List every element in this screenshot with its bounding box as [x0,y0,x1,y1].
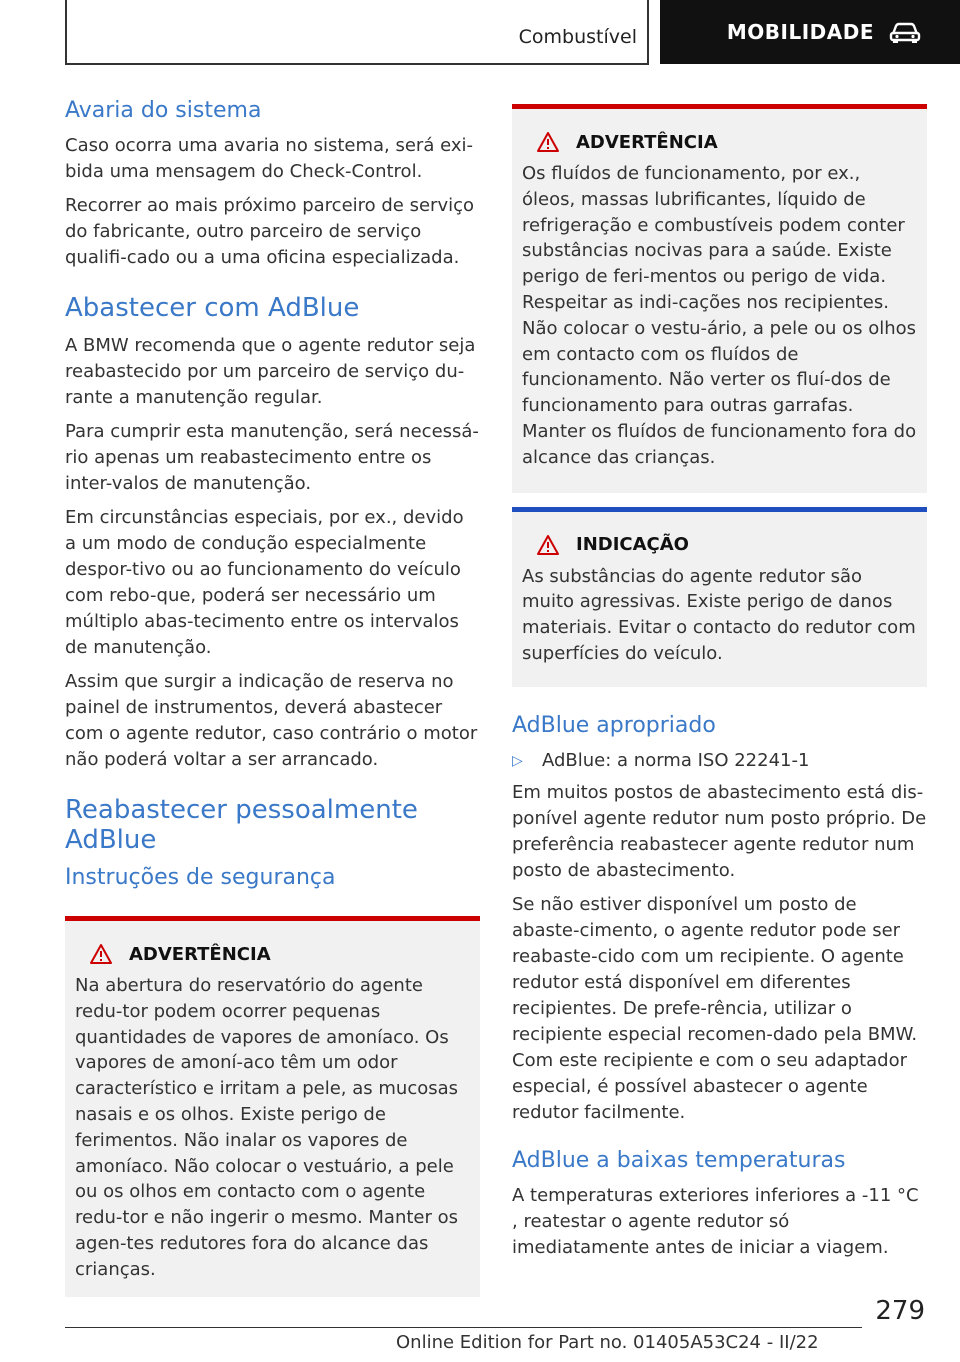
notice-box-title [536,534,917,556]
paragraph: Se não estiver disponível um posto de abaste-cimento, o agente redutor pode ser reabaste-cido com um recipiente. O agente redutor está disponível em diferentes recipientes. De prefe-rência, utilizar o recipiente especial recomen-dado pela BMW. Com este recipiente e com o seu adaptador especial, é possível abastecer o agente redutor facilmente. [512,893,918,1123]
warning-triangle-icon [536,131,560,153]
heading-abastecer: Abastecer com AdBlue [65,293,360,323]
notice-box [512,507,927,687]
heading-baixas: AdBlue a baixas temperaturas [512,1147,846,1173]
warning-triangle-icon [89,943,113,965]
paragraph: Assim que surgir a indicação de reserva no painel de instrumentos, deverá abastecer com o agente redutor, caso contrário o motor não poderá voltar a ser arrancado. [65,671,478,770]
header-right-rule [647,0,649,64]
notice-label: INDICAÇÃO [576,534,689,556]
warning-text: Na abertura do reservatório do agente redu-tor podem ocorrer pequenas quantidades de vapores de amoníaco. Os vapores de amoní-aco têm um odor característico e irritam a pele, as mucosas nasais e os olhos. Existe perigo de ferimentos. Não inalar os vapores de amoníaco. Não colocar o vestuário, a pele ou os olhos em contacto com o agente redu-tor e não ingerir o mesmo. Manter os agen-tes redutores fora do alcance das crianças. [75,975,459,1280]
page-number: 279 [875,1296,925,1326]
chapter-label: MOBILIDADE [726,20,874,44]
footer-rule [65,1327,862,1328]
paragraph: A temperaturas exteriores inferiores a -11 °C , reatestar o agente redutor só imediatamente antes de iniciar a viagem. [512,1184,919,1258]
paragraph: Caso ocorra uma avaria no sistema, será exi-bida uma mensagem do Check-Control. [65,135,473,182]
warning-box-title [536,131,917,153]
list-item [512,748,927,774]
left-column [65,98,480,1297]
paragraph: A BMW recomenda que o agente redutor seja reabastecido por um parceiro de serviço du-rante a manutenção regular. [65,335,476,408]
paragraph: Em muitos postos de abastecimento está dis-ponível agente redutor num posto próprio. De preferência reabastecer agente redutor num posto de abastecimento. [512,781,927,881]
warning-box [512,104,927,493]
heading-apropriado: AdBlue apropriado [512,712,716,738]
warning-box-title [89,943,470,965]
heading-avaria: Avaria do sistema [65,98,262,123]
section-title: Combustível [518,26,637,48]
header-left-rule [65,0,67,64]
header-bottom-rule [65,63,649,65]
warning-box [65,916,480,1297]
paragraph: Recorrer ao mais próximo parceiro de serviço do fabricante, outro parceiro de serviço qualifi-cado ou a uma oficina especializada. [65,195,475,268]
warning-label: ADVERTÊNCIA [576,131,718,153]
paragraph: Para cumprir esta manutenção, será necessá-rio apenas um reabastecimento entre os inter-valos de manutenção. [65,421,479,494]
car-icon [888,20,922,44]
heading-instrucoes: Instruções de segurança [65,865,336,890]
list-item-text: AdBlue: a norma ISO 22241-1 [542,749,810,771]
notice-triangle-icon [536,534,560,556]
bullet-triangle-icon: ▷ [512,752,523,769]
notice-text: As substâncias do agente redutor são muito agressivas. Existe perigo de danos materiais. Evitar o contacto do redutor com superfícies do veículo. [522,565,916,664]
right-column [512,104,927,1269]
edition-note: Online Edition for Part no. 01405A53C24 - II/22 [396,1332,819,1353]
heading-reabastecer: Reabastecer pessoalmente AdBlue [65,795,418,855]
paragraph: Em circunstâncias especiais, por ex., devido a um modo de condução especialmente despor-tivo ou ao funcionamento do veículo com rebo-que, poderá ser necessário um múltiplo abas-tecimento entre os intervalos de manutenção. [65,507,464,658]
warning-text: Os fluídos de funcionamento, por ex., óleos, massas lubrificantes, líquido de refrigeração e combustíveis podem conter substâncias nocivas para a saúde. Existe perigo de feri-mentos ou perigo de vida. Respeitar as indi-cações nos recipientes. Não colocar o vestu-ário, a pele ou os olhos em contacto com os fluídos de funcionamento. Não verter os fluí-dos de funcionamento para outras garrafas. Manter os fluídos de funcionamento fora do alcance das crianças. [522,163,917,468]
chapter-tab[interactable] [660,0,960,64]
warning-label: ADVERTÊNCIA [129,943,271,965]
